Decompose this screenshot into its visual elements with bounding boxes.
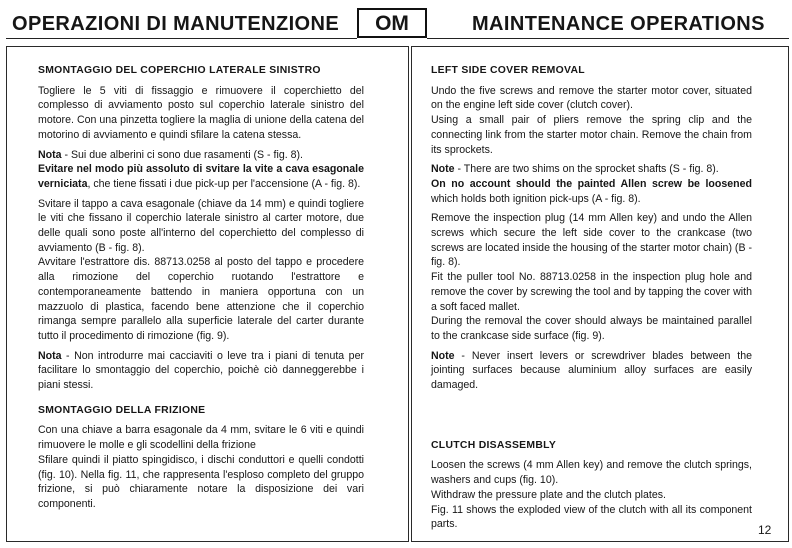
note-paragraph <box>38 148 364 163</box>
header-rule-left <box>6 38 357 39</box>
english-column <box>431 64 752 537</box>
italian-column <box>38 64 364 517</box>
note-text: - There are two shims on the sprocket shafts (S - fig. 8). <box>454 163 719 176</box>
section-code-box: OM <box>357 8 427 38</box>
section-heading-cover-en: LEFT SIDE COVER REMOVAL <box>431 65 585 76</box>
paragraph: Using a small pair of pliers remove the spring clip and the connecting link from the starter motor chain. Remove the chain from its sprockets. <box>431 114 752 156</box>
header-rule-right <box>427 38 789 39</box>
title-english: MAINTENANCE OPERATIONS <box>472 13 765 35</box>
paragraph: Fig. 11 shows the exploded view of the clutch with all its component parts. <box>431 503 752 531</box>
section-heading-clutch-it: SMONTAGGIO DELLA FRIZIONE <box>38 404 206 416</box>
page-number: 12 <box>758 523 772 537</box>
warning-paragraph <box>431 177 752 206</box>
paragraph: Fit the puller tool No. 88713.0258 in the inspection plug hole and remove the cover by screwing the tool and by tapping the cover with a soft faced mallet. <box>431 271 752 313</box>
note-label: Note <box>431 163 455 176</box>
note-paragraph <box>38 349 364 393</box>
note-text: - Non introdurre mai cacciaviti o leve tra i piani di tenuta per facilitare lo smontaggio del coperchio, poichè ciò danneggerebbe i piani stessi. <box>38 349 364 392</box>
section-heading-clutch-en: CLUTCH DISASSEMBLY <box>431 439 557 451</box>
paragraph: Con una chiave a barra esagonale da 4 mm, svitare le 6 viti e quindi rimuovere le molle e gli scodellini della frizione <box>38 424 364 452</box>
paragraph: Svitare il tappo a cava esagonale (chiave da 14 mm) e quindi togliere le viti che fissano il coperchio laterale sinistro al carter motore, due delle quali sono poste all'interno del coperchietto del complesso di avviamento (B - fig. 8). <box>38 197 364 254</box>
note-paragraph <box>431 162 752 177</box>
note-paragraph <box>431 349 752 393</box>
title-italian: OPERAZIONI DI MANUTENZIONE <box>12 13 340 35</box>
warning-text: Evitare nel modo più assoluto di svitare la vite a cava esagonale verniciata <box>38 163 364 190</box>
paragraph: Loosen the screws (4 mm Allen key) and remove the clutch springs, washers and cups (fig. 10). <box>431 459 752 487</box>
paragraph: Togliere le 5 viti di fissaggio e rimuovere il coperchietto del complesso di avviamento posto sul coperchio laterale sinistro del motore. Con una pinzetta togliere la maglia di unione della catena del motorino di avviamento e quindi sfilare la catena stessa. <box>38 84 364 141</box>
note-label: Note <box>431 349 455 362</box>
paragraph: During the removal the cover should always be maintained parallel to the crankcase side surface (fig. 9). <box>431 315 752 342</box>
paragraph: Avvitare l'estrattore dis. 88713.0258 al posto del tappo e procedere alla rimozione del coperchio ruotando l'estrattore e contemporaneamente battendo in maniera opportuna con un mazzuolo di plastica, facendo bene attenzione che il coperchio rimanga sempre parallelo alla superficie laterale del carter durante tutto il procedimento di rimozione (fig. 9). <box>38 256 364 342</box>
warning-rest: , che tiene fissati i due pick-up per l'accensione (A - fig. 8). <box>87 177 361 190</box>
warning-paragraph <box>38 162 364 191</box>
paragraph: Sfilare quindi il piatto spingidisco, i dischi conduttori e quelli condotti (fig. 10). Nella fig. 11, che rappresenta l'esploso completo del gruppo frizione, si può chiaramente notare la disposizione dei vari componenti. <box>38 453 364 510</box>
paragraph: Remove the inspection plug (14 mm Allen key) and undo the Allen screws which secure the left side cover to the crankcase (two screws are located inside the housing of the starter motor chain) (B - fig. 8). <box>431 212 752 269</box>
note-text: - Sui due alberini ci sono due rasamenti (S - fig. 8). <box>61 148 303 161</box>
paragraph: Undo the five screws and remove the starter motor cover, situated on the engine left side cover (clutch cover). <box>431 84 752 112</box>
warning-rest: which holds both ignition pick-ups (A - fig. 8). <box>431 192 641 205</box>
note-label: Nota <box>38 148 62 161</box>
warning-text: On no account should the painted Allen screw be loosened <box>431 177 752 190</box>
note-label: Nota <box>38 349 62 362</box>
note-text: - Never insert levers or screwdriver blades between the jointing surfaces because aluminium alloy surfaces are easily damaged. <box>431 349 752 392</box>
paragraph: Withdraw the pressure plate and the clutch plates. <box>431 488 666 501</box>
section-heading-cover-it: SMONTAGGIO DEL COPERCHIO LATERALE SINISTRO <box>38 65 321 76</box>
